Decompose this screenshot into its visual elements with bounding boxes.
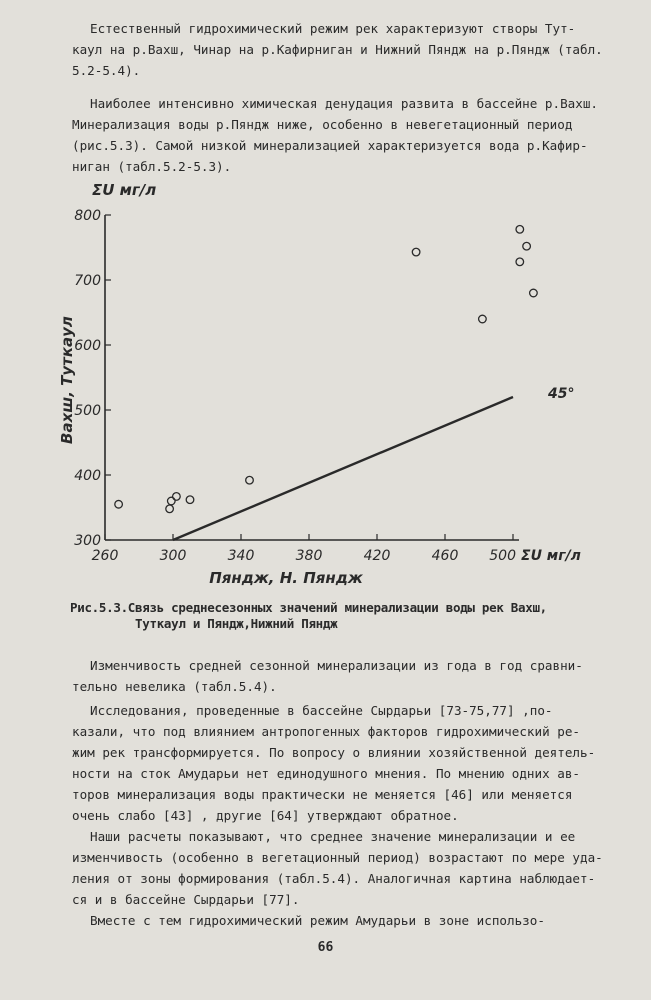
data-point xyxy=(479,315,487,323)
text-line: очень слабо [43] , другие [64] утверждают обратное. xyxy=(72,808,459,823)
text-line: тельно невелика (табл.5.4). xyxy=(72,679,277,694)
text-line: ниган (табл.5.2-5.3). xyxy=(72,159,232,174)
x-tick-label: 380 xyxy=(295,548,323,564)
text-line: жим рек трансформируется. По вопросу о влиянии хозяйственной деятель- xyxy=(72,745,596,760)
x-tick-label: 460 xyxy=(431,548,459,564)
data-point xyxy=(186,496,194,504)
text-line: торов минерализация воды практически не меняется [46] или меняется xyxy=(72,787,573,802)
reference-line-45 xyxy=(173,397,513,540)
y-tick-label: 800 xyxy=(74,208,101,224)
text-line: изменчивость (особенно в вегетационный период) возрастают по мере уда- xyxy=(72,850,603,865)
data-point xyxy=(166,505,174,513)
data-point xyxy=(412,248,420,256)
page-number: 66 xyxy=(317,940,334,955)
text-line: казали, что под влиянием антропогенных факторов гидрохимический ре- xyxy=(72,724,580,739)
text-line: каул на р.Вахш, Чинар на р.Кафирниган и Нижний Пяндж на р.Пяндж (табл. xyxy=(72,42,603,57)
paragraph-6 xyxy=(72,910,632,931)
text-line: Естественный гидрохимический режим рек характеризуют створы Тут- xyxy=(90,21,576,36)
text-line: Минерализация воды р.Пяндж ниже, особенно в невегетационный период xyxy=(72,117,573,132)
text-line: Вместе с тем гидрохимический режим Амударьи в зоне использо- xyxy=(90,913,545,928)
data-point xyxy=(516,226,524,234)
text-line: ления от зоны формирования (табл.5.4). Аналогичная картина наблюдает- xyxy=(72,871,596,886)
text-line: Наиболее интенсивно химическая денудация развита в бассейне р.Вахш. xyxy=(90,96,598,111)
text-line: ности на сток Амударьи нет единодушного мнения. По мнению одних ав- xyxy=(72,766,580,781)
data-point xyxy=(173,493,181,501)
y-tick-label: 600 xyxy=(74,338,101,354)
x-tick-label: 260 xyxy=(91,548,119,564)
text-line: Исследования, проведенные в бассейне Сырдарьи [73-75,77] ,по- xyxy=(90,703,553,718)
data-point xyxy=(523,242,531,250)
y-axis-units: ΣU мг/л xyxy=(92,181,157,199)
y-tick-label: 300 xyxy=(74,533,101,549)
data-point xyxy=(115,500,123,508)
chart-ticks xyxy=(74,208,516,564)
text-line: Наши расчеты показывают, что среднее значение минерализации и ее xyxy=(90,829,576,844)
figure-caption xyxy=(70,600,650,632)
caption-line: Туткаул и Пяндж,Нижний Пяндж xyxy=(70,616,338,631)
y-tick-label: 700 xyxy=(74,273,101,289)
line-label-45: 45° xyxy=(548,386,575,402)
caption-line: Рис.5.3.Связь среднесезонных значений минерализации воды рек Вахш, xyxy=(70,600,547,615)
text-line: Изменчивость средней сезонной минерализации из года в год сравни- xyxy=(90,658,583,673)
paragraph-3 xyxy=(72,655,632,697)
data-point xyxy=(516,258,524,266)
data-point xyxy=(168,497,176,505)
data-point xyxy=(246,476,254,484)
data-point xyxy=(530,289,538,297)
y-tick-label: 400 xyxy=(74,468,101,484)
x-tick-label: 500 xyxy=(489,548,516,564)
y-axis-label: Вахш, Туткаул xyxy=(58,316,76,444)
chart-marks xyxy=(115,226,537,541)
paragraph-5 xyxy=(72,826,632,910)
x-tick-label: 300 xyxy=(159,548,187,564)
text-line: (рис.5.3). Самой низкой минерализацией характеризуется вода р.Кафир- xyxy=(72,138,588,153)
x-axis-label: Пяндж, Н. Пяндж xyxy=(209,569,363,587)
paragraph-4 xyxy=(72,700,632,826)
chart-axes xyxy=(105,215,519,540)
x-axis-units: ΣU мг/л xyxy=(521,548,581,564)
text-line: 5.2-5.4). xyxy=(72,63,141,78)
x-tick-label: 420 xyxy=(363,548,391,564)
y-tick-label: 500 xyxy=(74,403,101,419)
x-tick-label: 340 xyxy=(227,548,255,564)
text-line: ся и в бассейне Сырдарьи [77]. xyxy=(72,892,300,907)
